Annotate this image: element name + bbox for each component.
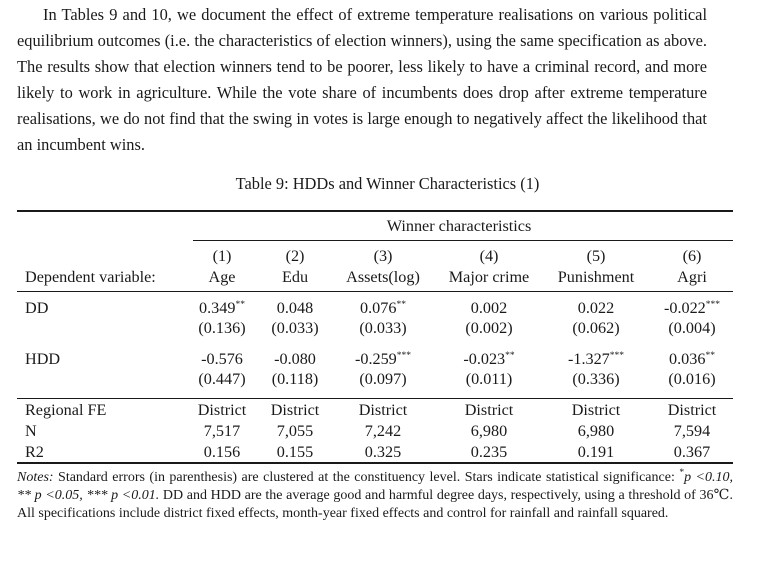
- footer-value: 0.367: [673, 443, 711, 461]
- header-rule: [17, 291, 733, 292]
- notes-sig1-stars: *: [679, 468, 685, 478]
- footer-label: N: [25, 422, 37, 440]
- coefficient-cell: [201, 349, 243, 369]
- footer-value: 0.155: [276, 443, 314, 461]
- notes-sig3: *** p <0.01.: [86, 488, 160, 503]
- notes-sig2: ** p <0.05,: [17, 488, 87, 503]
- standard-error-cell: (0.011): [465, 370, 513, 388]
- column-name: Agri: [677, 268, 707, 286]
- coefficient-value: 0.349: [199, 299, 236, 317]
- coefficient-cell: [355, 349, 411, 369]
- footer-value: District: [358, 401, 408, 419]
- footer-value: 7,517: [203, 422, 241, 440]
- coefficient-value: -0.023: [463, 350, 506, 368]
- standard-error-cell: (0.447): [198, 370, 246, 388]
- column-number: (4): [479, 247, 499, 265]
- significance-stars: **: [505, 351, 515, 361]
- footer-label: R2: [25, 443, 44, 461]
- coefficient-value: 0.022: [577, 299, 615, 317]
- standard-error-cell: (0.097): [359, 370, 407, 388]
- dep-var-label: Dependent variable:: [25, 268, 156, 286]
- footer-value: 0.156: [203, 443, 241, 461]
- coefficient-value: -1.327: [567, 350, 610, 368]
- column-number: (6): [682, 247, 702, 265]
- standard-error-cell: (0.004): [668, 319, 716, 337]
- column-name: Edu: [281, 268, 309, 286]
- footer-value: 6,980: [470, 422, 508, 440]
- coefficient-value: 0.048: [276, 299, 314, 317]
- column-number: (1): [212, 247, 232, 265]
- row-label: HDD: [25, 350, 61, 368]
- coefficient-cell: [664, 298, 720, 318]
- body-paragraph: In Tables 9 and 10, we document the effect of extreme temperature realisations on various political equilibrium outcomes (i.e. the characteristics of election winners), using the same specification as above. The results show that election winners tend to be poorer, less likely to have a criminal record, and more likely to work in agriculture. While the vote share of incumbents does drop after extreme temperature realisations, we do not find that the swing in votes is large enough to negatively affect the likelihood that an incumbent wins.: [17, 5, 707, 154]
- group-header: Winner characteristics: [386, 217, 532, 235]
- notes-part1: Standard errors (in parenthesis) are clustered at the constituency level. Stars indicate statistical significance:: [53, 470, 680, 485]
- footer-value: 0.235: [470, 443, 508, 461]
- footer-value: 7,055: [276, 422, 314, 440]
- notes-sig1: p <0.10,: [684, 470, 733, 485]
- coefficient-cell: [578, 298, 614, 318]
- coefficient-value: -0.080: [274, 350, 316, 368]
- notes-label: Notes:: [17, 470, 54, 485]
- column-number: (5): [586, 247, 606, 265]
- significance-stars: ***: [609, 351, 625, 361]
- standard-error-cell: (0.033): [359, 319, 407, 337]
- coefficient-cell: [568, 349, 624, 369]
- standard-error-cell: (0.002): [465, 319, 513, 337]
- coefficient-value: -0.022: [663, 299, 706, 317]
- coefficient-value: 0.076: [360, 299, 397, 317]
- column-name: Major crime: [448, 268, 530, 286]
- coefficient-value: 0.002: [470, 299, 508, 317]
- coefficient-cell: [669, 349, 715, 369]
- coefficient-cell: [471, 298, 507, 318]
- significance-stars: **: [235, 300, 245, 310]
- coefficient-value: 0.036: [669, 350, 706, 368]
- standard-error-cell: (0.336): [572, 370, 620, 388]
- column-name: Age: [208, 268, 236, 286]
- coefficient-cell: [463, 349, 514, 369]
- standard-error-cell: (0.016): [668, 370, 716, 388]
- column-name: Punishment: [557, 268, 635, 286]
- column-number: (2): [285, 247, 305, 265]
- footer-value: 7,242: [364, 422, 402, 440]
- coefficient-value: -0.259: [354, 350, 397, 368]
- footer-value: District: [571, 401, 621, 419]
- footer-value: District: [270, 401, 320, 419]
- significance-stars: ***: [396, 351, 412, 361]
- column-number: (3): [373, 247, 393, 265]
- footer-value: 0.325: [364, 443, 402, 461]
- footer-value: 7,594: [673, 422, 711, 440]
- table-caption: Table 9: HDDs and Winner Characteristics (1): [235, 174, 540, 193]
- notes-part2: DD and HDD are the average good and harmful degree days, respectively, using a threshold of 36℃. All specifications include district fixed effects, month-year fixed effects and control for rainfall and rainfall squared.: [17, 488, 733, 521]
- coefficient-cell: [360, 298, 406, 318]
- footer-value: 0.191: [577, 443, 615, 461]
- footer-value: District: [667, 401, 717, 419]
- bottom-rule: [17, 462, 733, 464]
- coefficient-cell: [277, 298, 313, 318]
- coefficient-cell: [199, 298, 245, 318]
- standard-error-cell: (0.062): [572, 319, 620, 337]
- footer-value: 6,980: [577, 422, 615, 440]
- column-name: Assets(log): [346, 268, 420, 286]
- top-rule: [17, 210, 733, 212]
- footer-value: District: [197, 401, 247, 419]
- row-label: DD: [25, 299, 49, 317]
- coefficient-cell: [274, 349, 316, 369]
- significance-stars: **: [396, 300, 406, 310]
- group-underline: [193, 240, 733, 241]
- significance-stars: **: [705, 351, 715, 361]
- footer-rule: [17, 398, 733, 399]
- table-notes: [17, 469, 733, 523]
- footer-value: District: [464, 401, 514, 419]
- standard-error-cell: (0.136): [198, 319, 246, 337]
- significance-stars: ***: [705, 300, 721, 310]
- coefficient-value: -0.576: [201, 350, 243, 368]
- footer-label: Regional FE: [25, 401, 107, 419]
- standard-error-cell: (0.118): [271, 370, 319, 388]
- standard-error-cell: (0.033): [271, 319, 319, 337]
